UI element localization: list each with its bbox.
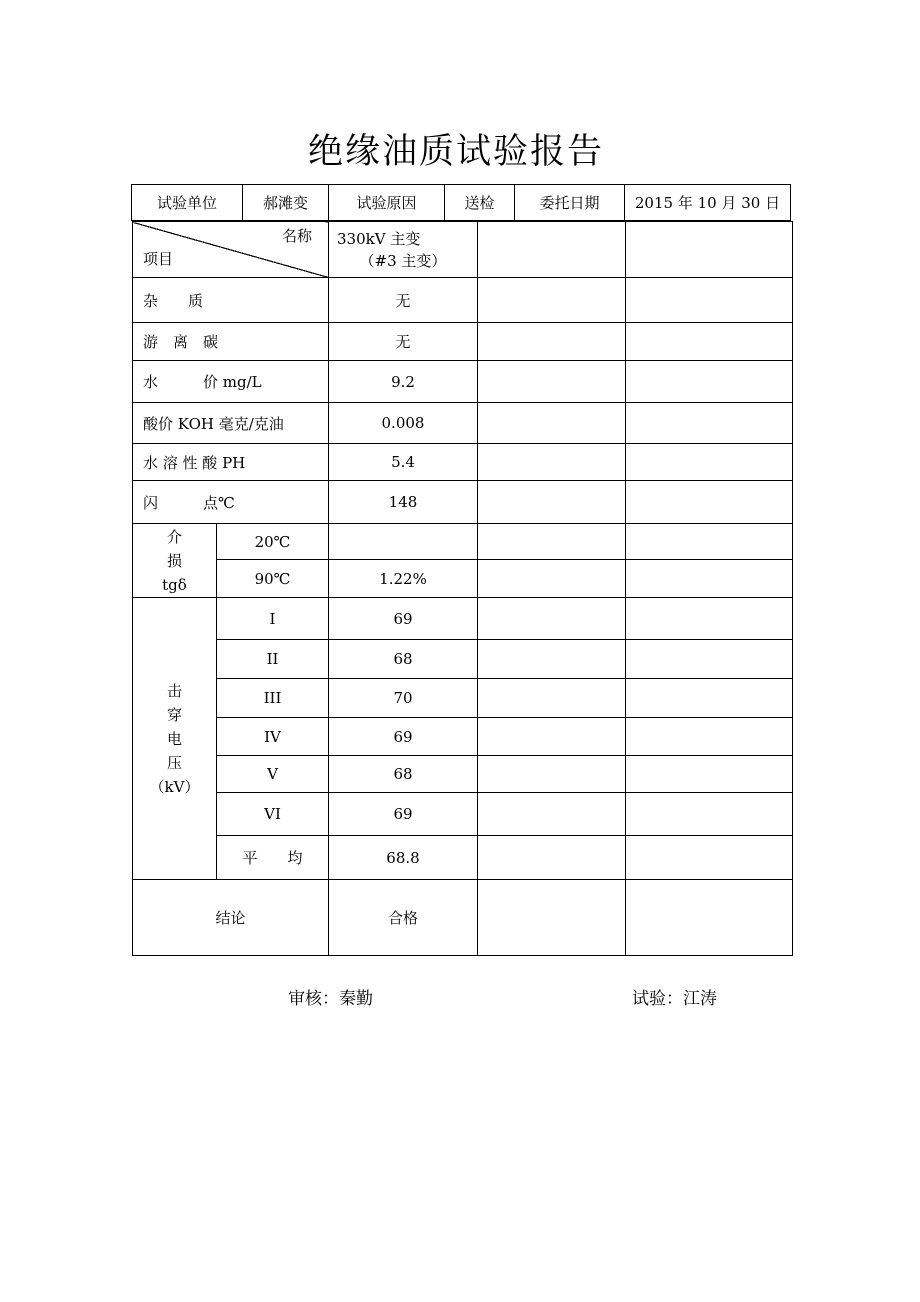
- breakdown-value: 68: [329, 640, 478, 679]
- ph-label: 水 溶 性 酸 PH: [133, 444, 329, 481]
- empty-cell: [478, 598, 626, 640]
- tester-signature: 试验：江涛: [632, 989, 717, 1009]
- dielectric-value: 1.22%: [329, 560, 478, 598]
- empty-cell: [626, 278, 793, 323]
- empty-cell: [626, 323, 793, 361]
- reviewer-signature: 审核：秦勤: [288, 989, 373, 1009]
- empty-cell: [478, 718, 626, 756]
- unit-value: 郝滩变: [243, 185, 329, 221]
- breakdown-char: 压: [166, 753, 182, 772]
- empty-cell: [626, 793, 793, 836]
- corner-item: 项目: [143, 250, 174, 268]
- reason-label: 试验原因: [329, 185, 445, 221]
- breakdown-label: II: [217, 640, 329, 679]
- empty-cell: [626, 640, 793, 679]
- breakdown-label: VI: [217, 793, 329, 836]
- breakdown-label: III: [217, 679, 329, 718]
- empty-cell: [478, 524, 626, 560]
- dielectric-char: 损: [166, 551, 182, 570]
- acid-value: 0.008: [329, 403, 478, 444]
- empty-cell: [626, 560, 793, 598]
- conclusion-value: 合格: [329, 880, 478, 956]
- empty-cell: [478, 836, 626, 880]
- empty-cell: [478, 278, 626, 323]
- breakdown-group-label: [133, 598, 217, 880]
- sample-header-cell: [329, 222, 478, 278]
- free-carbon-value: 无: [329, 323, 478, 361]
- free-carbon-label: 游 离 碳: [133, 323, 329, 361]
- empty-cell: [478, 793, 626, 836]
- breakdown-label: I: [217, 598, 329, 640]
- empty-cell: [478, 444, 626, 481]
- empty-cell: [478, 640, 626, 679]
- breakdown-label: V: [217, 756, 329, 793]
- unit-label: 试验单位: [132, 185, 243, 221]
- breakdown-average-label: 平 均: [217, 836, 329, 880]
- dielectric-temp: 20℃: [217, 524, 329, 560]
- breakdown-char: 穿: [166, 705, 182, 724]
- breakdown-char: 击: [166, 681, 182, 700]
- dielectric-char: 介: [166, 527, 182, 546]
- results-table: [132, 221, 793, 956]
- empty-cell: [626, 718, 793, 756]
- header-table: [131, 184, 791, 221]
- sample-line1: 330kV 主变: [337, 230, 421, 248]
- empty-cell: [626, 481, 793, 524]
- report-title: 绝缘油质试验报告: [307, 132, 604, 172]
- empty-cell: [478, 403, 626, 444]
- dielectric-char: tgδ: [162, 575, 187, 594]
- empty-cell: [478, 880, 626, 956]
- empty-cell: [626, 222, 793, 278]
- empty-cell: [478, 560, 626, 598]
- empty-cell: [626, 880, 793, 956]
- empty-cell: [626, 679, 793, 718]
- empty-cell: [478, 679, 626, 718]
- breakdown-average-value: 68.8: [329, 836, 478, 880]
- breakdown-char: （kV）: [149, 777, 200, 796]
- empty-cell: [478, 222, 626, 278]
- breakdown-value: 69: [329, 598, 478, 640]
- empty-cell: [478, 361, 626, 403]
- breakdown-value: 69: [329, 793, 478, 836]
- empty-cell: [478, 756, 626, 793]
- empty-cell: [626, 403, 793, 444]
- dielectric-group-label: [133, 524, 217, 598]
- breakdown-char: 电: [166, 729, 182, 748]
- dielectric-temp: 90℃: [217, 560, 329, 598]
- empty-cell: [478, 323, 626, 361]
- breakdown-value: 69: [329, 718, 478, 756]
- empty-cell: [626, 444, 793, 481]
- empty-cell: [626, 361, 793, 403]
- breakdown-label: IV: [217, 718, 329, 756]
- breakdown-value: 68: [329, 756, 478, 793]
- conclusion-label: 结论: [133, 880, 329, 956]
- impurity-label: 杂 质: [133, 278, 329, 323]
- ph-value: 5.4: [329, 444, 478, 481]
- sample-line2: （#3 主变）: [359, 252, 447, 270]
- corner-name: 名称: [281, 227, 312, 245]
- water-value: 9.2: [329, 361, 478, 403]
- reason-value: 送检: [445, 185, 515, 221]
- empty-cell: [626, 756, 793, 793]
- date-value: 2015 年 10 月 30 日: [625, 185, 791, 221]
- acid-label: 酸价 KOH 毫克/克油: [133, 403, 329, 444]
- empty-cell: [626, 598, 793, 640]
- corner-header-cell: [133, 222, 329, 278]
- dielectric-value: [329, 524, 478, 560]
- impurity-value: 无: [329, 278, 478, 323]
- empty-cell: [626, 524, 793, 560]
- date-label: 委托日期: [515, 185, 625, 221]
- water-label: 水 价 mg/L: [133, 361, 329, 403]
- empty-cell: [478, 481, 626, 524]
- flash-label: 闪 点℃: [133, 481, 329, 524]
- breakdown-value: 70: [329, 679, 478, 718]
- empty-cell: [626, 836, 793, 880]
- flash-value: 148: [329, 481, 478, 524]
